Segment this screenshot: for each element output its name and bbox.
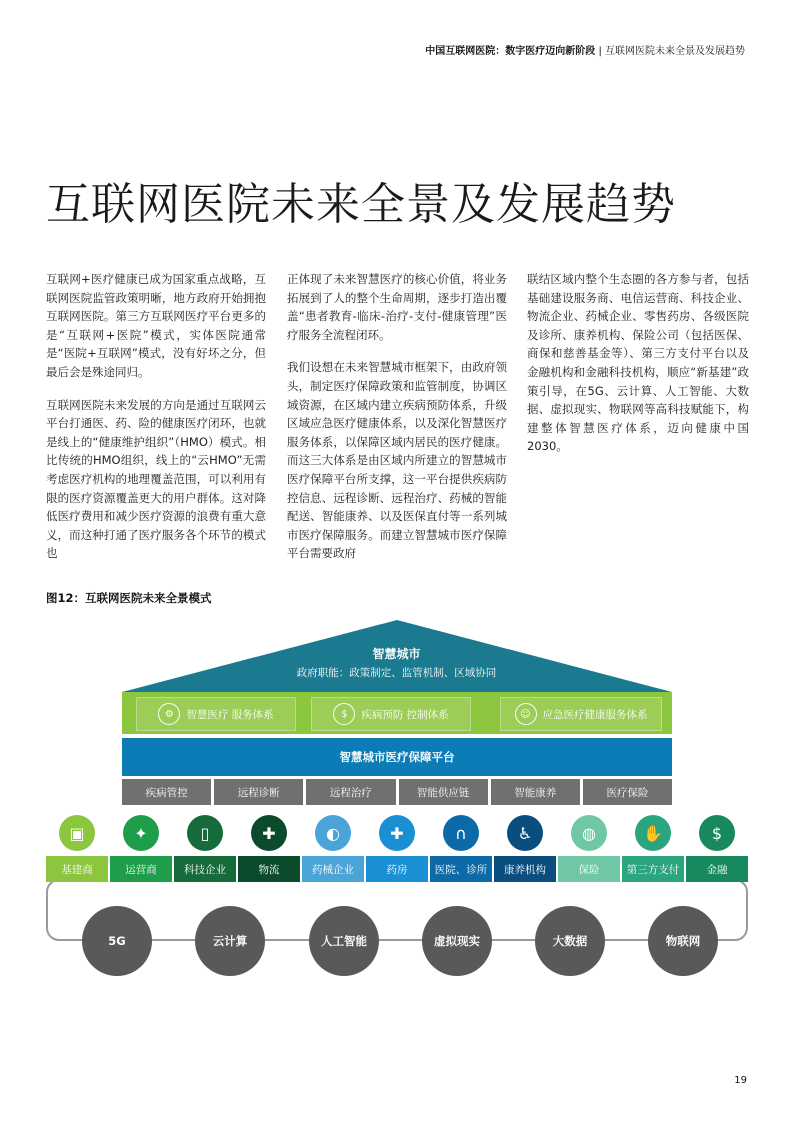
handshake-icon: ✋ [635,815,671,851]
paragraph: 互联网+医疗健康已成为国家重点战略，互联网医院监管政策明晰，地方政府开始拥抱互联网医院。第三方互联网医疗平台更多的是“互联网+医院”模式，实体医院通常是“医院+互联网”模式，没有好坏之分，但最后会是殊途同归。 [46,272,266,379]
header-sep: | [595,46,605,57]
shield-icon: $ [333,703,355,725]
truck-icon: ▣ [59,815,95,851]
system-label: 疾病预防 控制体系 [361,708,449,721]
header-bold: 中国互联网医院：数字医疗迈向新阶段 [425,46,596,57]
service-item: 智能供应链 [399,779,488,805]
people-icon: ☺ [515,703,537,725]
participant-label: 第三方支付 [622,856,684,882]
paragraph: 联结区域内整个生态圈的各方参与者，包括基础建设服务商、电信运营商、科技企业、物流企业、药械企业、零售药房、各级医院及诊所、康养机构、保险公司（包括医保、商保和慈善基金等）、第三方支付平台以及金融机构和金融科技机构，顺应“新基建”政策引导，在5G、云计算、人工智能、大数据、虚拟现实、物联网等高科技赋能下，构建整体智慧医疗体系，迈向健康中国2030。 [527,272,749,454]
paragraph: 正体现了未来智慧医疗的核心价值，将业务拓展到了人的整个生命周期，逐步打造出覆盖“患者教育-临床-治疗-支付-健康管理”医疗服务全流程闭环。 [287,272,507,342]
ambulance-icon: ✚ [251,815,287,851]
system-box-prevention [311,697,471,731]
header-rest: 互联网医院未来全景及发展趋势 [605,46,745,57]
tech-cloud: 云计算 [195,906,265,976]
service-item: 智能康养 [491,779,580,805]
page-title: 互联网医院未来全景及发展趋势 [46,179,676,230]
tech-bigdata: 大数据 [535,906,605,976]
participant-label: 运营商 [110,856,172,882]
system-label: 智慧医疗 服务体系 [186,708,274,721]
wheelchair-icon: ♿ [507,815,543,851]
tech-5g: 5G [82,906,152,976]
participant-label: 科技企业 [174,856,236,882]
service-item: 疾病管控 [122,779,211,805]
participant-label: 药房 [366,856,428,882]
paragraph: 我们设想在未来智慧城市框架下，由政府领头，制定医疗保障政策和监管制度，协调区域资源，在区域内建立疾病预防体系，升级区域应急医疗健康体系，以及深化智慧医疗服务体系，以保障区域内居民的医疗健康。而这三大体系是由区域内所建立的智慧城市医疗保障平台所支撑，这一平台提供疾病防控信息、远程诊断、远程治疗、药械的智能配送、智能康养、以及医保直付等一系列城市医疗保障服务。而建立智慧城市医疗保障平台需要政府 [287,360,507,561]
services-row [122,779,672,805]
service-item: 远程诊断 [214,779,303,805]
satellite-icon: ✦ [123,815,159,851]
tablet-icon: ▯ [187,815,223,851]
participant-label: 基建商 [46,856,108,882]
system-box-smart-care [136,697,296,731]
service-item: 医疗保险 [583,779,672,805]
piggybank-icon: ◍ [571,815,607,851]
paragraph: 互联网医院未来发展的方向是通过互联网云平台打通医、药、险的健康医疗闭环，也就是线上的“健康维护组织”（HMO）模式。相比传统的HMO组织，线上的“云HMO”无需考虑医疗机构的地理覆盖范围，可以利用有限的医疗资源覆盖更大的用户群体。这对降低医疗费用和减少医疗资源的浪费有重大意义，而这种打通了医疗服务各个环节的模式也 [46,397,266,561]
figure-title: 图12：互联网医院未来全景模式 [46,591,212,605]
participant-label: 康养机构 [494,856,556,882]
platform-bar: 智慧城市医疗保障平台 [122,738,672,776]
participant-label: 保险 [558,856,620,882]
roof-subtitle: 政府职能：政策制定、监管机制、区域协同 [296,667,497,679]
gears-icon: ⚙ [158,703,180,725]
system-label: 应急医疗健康服务体系 [542,708,648,721]
bottom-frame [47,880,747,940]
participant-label: 医院、诊所 [430,856,492,882]
participant-label: 金融 [686,856,748,882]
medicine-icon: ✚ [379,815,415,851]
participants-row [46,856,748,882]
service-item: 远程治疗 [306,779,395,805]
participant-label: 物流 [238,856,300,882]
system-box-emergency [500,697,662,731]
roof-title: 智慧城市 [372,647,421,661]
tech-iot: 物联网 [648,906,718,976]
pill-icon: ◐ [315,815,351,851]
participant-label: 药械企业 [302,856,364,882]
page-number: 19 [734,1075,747,1086]
tech-vr: 虚拟现实 [422,906,492,976]
stethoscope-icon: ∩ [443,815,479,851]
moneybag-icon: $ [699,815,735,851]
tech-ai: 人工智能 [309,906,379,976]
